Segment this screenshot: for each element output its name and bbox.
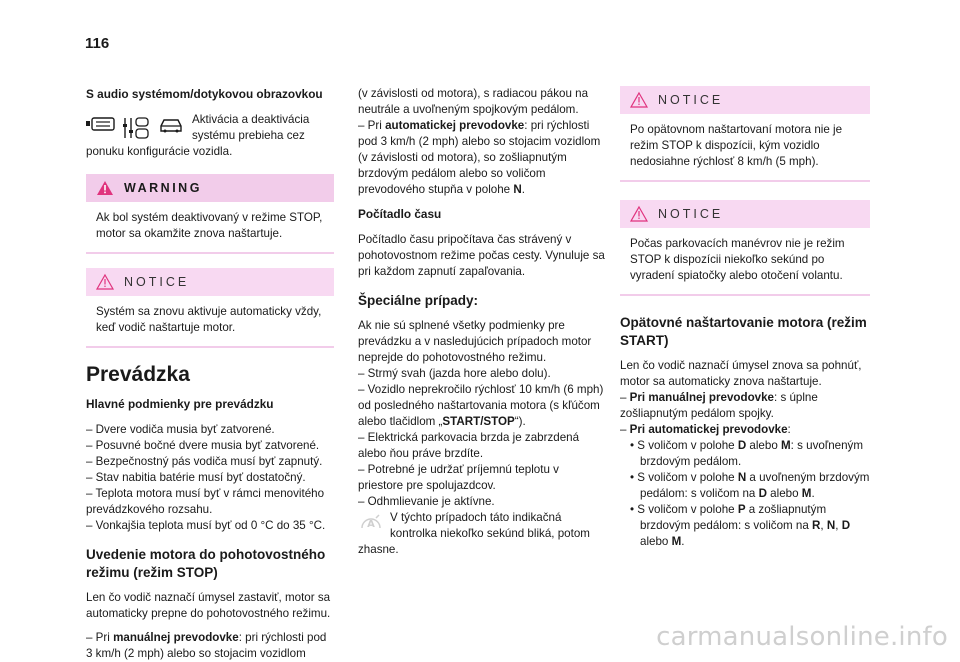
notice-box-restart xyxy=(620,86,870,182)
column-1 xyxy=(86,86,334,662)
text-bold: D xyxy=(841,519,851,532)
continued-paragraph: (v závislosti od motora), s radiacou pákou na neutrále a uvoľneným spojkovým pedálom. xyxy=(358,87,589,116)
automatic-paragraph xyxy=(358,118,606,198)
list-item: – Teplota motora musí byť v rámci menovitého prevádzkového rozsahu. xyxy=(86,487,325,516)
heading-conditions: Hlavné podmienky pre prevádzku xyxy=(86,397,274,411)
text-run: : s úplne zošliapnutým pedálom spojky. xyxy=(620,391,818,420)
text-bold: N xyxy=(737,471,747,484)
text-bold: M xyxy=(801,487,812,500)
start-automatic xyxy=(620,422,870,438)
text-bold: START/STOP xyxy=(442,415,515,428)
heading-start-mode: Opätovné naštartovanie motora (režim START) xyxy=(620,315,867,348)
text-run: • S voličom v polohe xyxy=(630,439,738,452)
menu-car-icon xyxy=(86,116,116,132)
vehicle-settings-icon xyxy=(122,116,152,140)
text-run: : pri rýchlosti pod 3 km/h (2 mph) alebo so stojacim vozidlom (v závislosti od motora), so zošliapnutým brzdovým pedálom alebo so voličom prevodového stupňa v polohe xyxy=(358,119,601,196)
heading-special-cases: Špeciálne prípady: xyxy=(358,293,479,308)
notice-title: NOTICE xyxy=(124,275,190,289)
text-run: a zošliapnutým brzdovým pedálom: s voličom na xyxy=(640,503,827,532)
svg-text:A: A xyxy=(367,519,375,530)
text-bold: N xyxy=(826,519,836,532)
bullet-item xyxy=(630,438,870,470)
text-run: • S voličom v polohe xyxy=(630,503,738,516)
special-intro: Ak nie sú splnené všetky podmienky pre prevádzku a v nasledujúcich prípadoch motor neprejde do pohotovostného režimu. xyxy=(358,319,592,364)
text-run: – xyxy=(620,423,630,436)
text-run: – Pri xyxy=(86,631,114,644)
notice-body xyxy=(86,296,334,348)
section-subhead-audio: S audio systémom/dotykovou obrazovkou xyxy=(86,87,323,101)
list-item: – Potrebné je udržať príjemnú teplotu v priestore pre spolujazdcov. xyxy=(358,463,559,492)
config-icons-row xyxy=(86,112,334,144)
notice-box xyxy=(86,268,334,348)
notice-text: Počas parkovacích manévrov nie je režim STOP k dispozícii niekoľko sekúnd po vyradení spiatočky alebo otočení volantu. xyxy=(630,237,845,282)
heading-prevadzka: Prevádzka xyxy=(86,363,190,386)
start-paragraph: Len čo vodič naznačí úmysel znova sa pohnúť, motor sa automaticky znova naštartuje. xyxy=(620,359,862,388)
text-bold: M xyxy=(671,535,682,548)
page-number: 116 xyxy=(85,35,110,52)
list-item: – Elektrická parkovacia brzda je zabrzdená alebo ňou práve brzdíte. xyxy=(358,431,580,460)
warning-text: Ak bol systém deaktivovaný v režime STOP, motor sa okamžite znova naštartuje. xyxy=(96,211,323,240)
warning-box xyxy=(86,174,334,254)
automatic-bullets xyxy=(620,438,870,550)
text-bold: D xyxy=(737,439,747,452)
car-outline-icon xyxy=(158,116,184,134)
notice-text: Po opätovnom naštartovaní motora nie je režim STOP k dispozícii, kým vozidlo nedosiahne rýchlosť 8 km/h (5 mph). xyxy=(630,123,843,168)
text-run: : xyxy=(787,423,791,436)
icons-description: Aktivácia a deaktivácia systému prebieha cez xyxy=(192,113,310,142)
list-item: – Strmý svah (jazda hore alebo dolu). xyxy=(358,367,551,380)
watermark: carmanualsonline.info xyxy=(656,622,948,652)
text-bold: Pri automatickej prevodovke xyxy=(629,423,788,436)
text-bold: P xyxy=(737,503,746,516)
list-item: – Vonkajšia teplota musí byť od 0 °C do 35 °C. xyxy=(86,519,326,532)
text-run: . xyxy=(681,535,685,548)
text-bold: manuálnej prevodovke xyxy=(113,631,239,644)
indicator-note-cont: zhasne. xyxy=(358,543,399,556)
notice-header xyxy=(620,86,870,114)
notice-triangle-icon xyxy=(630,92,648,108)
text-run: . xyxy=(811,487,815,500)
time-counter-text: Počítadlo času pripočítava čas strávený v pohotovostnom režime počas cesty. Vynuluje sa pri každom zapnutí zapaľovania. xyxy=(358,233,605,278)
icons-description-cont: ponuku konfigurácie vozidla. xyxy=(86,145,233,158)
text-run: , xyxy=(820,519,827,532)
notice-title: NOTICE xyxy=(658,93,724,107)
column-2 xyxy=(358,86,606,558)
column-3 xyxy=(620,86,870,550)
text-run: a uvoľneným brzdovým pedálom: s voličom na xyxy=(640,471,870,500)
text-run: : s uvoľneným brzdovým pedálom. xyxy=(640,439,864,468)
list-item: – Bezpečnostný pás vodiča musí byť zapnutý. xyxy=(86,455,323,468)
heading-time-counter: Počítadlo času xyxy=(358,207,442,221)
text-run: – Pri xyxy=(358,119,386,132)
text-run: alebo xyxy=(746,439,781,452)
notice-body xyxy=(620,114,870,182)
notice-header xyxy=(620,200,870,228)
warning-header xyxy=(86,174,334,202)
text-run: : pri rýchlosti pod 3 km/h (2 mph) alebo so stojacim vozidlom xyxy=(86,631,327,660)
notice-triangle-icon xyxy=(96,274,114,290)
list-item: – Stav nabitia batérie musí byť dostatočný. xyxy=(86,471,306,484)
warning-body xyxy=(86,202,334,254)
text-bold: D xyxy=(758,487,767,500)
text-bold: M xyxy=(781,439,791,452)
list-item: – Odhmlievanie je aktívne. xyxy=(358,495,495,508)
text-run: • S voličom v polohe xyxy=(630,471,738,484)
text-bold: Pri manuálnej prevodovke xyxy=(629,391,774,404)
list-item: – Posuvné bočné dvere musia byť zatvorené. xyxy=(86,439,320,452)
text-run: – xyxy=(620,391,630,404)
text-run: – Vozidlo neprekročilo rýchlosť 10 km/h (6 mph) od posledného naštartovania motora (s kľúčom alebo tlačidlom „ xyxy=(358,383,604,428)
bullet-item xyxy=(630,470,870,502)
text-bold: R xyxy=(812,519,821,532)
bullet-item xyxy=(630,502,870,550)
warning-triangle-icon xyxy=(96,180,114,196)
text-run: . xyxy=(521,183,525,196)
text-run: alebo xyxy=(640,535,672,548)
warning-title: WARNING xyxy=(124,181,202,195)
notice-body xyxy=(620,228,870,296)
text-bold: N xyxy=(513,183,522,196)
stop-manual-paragraph xyxy=(86,630,334,662)
stop-start-indicator-icon xyxy=(358,510,384,542)
conditions-list xyxy=(86,422,334,534)
list-item: – Dvere vodiča musia byť zatvorené. xyxy=(86,423,275,436)
notice-text: Systém sa znovu aktivuje automaticky vždy, keď vodič naštartuje motor. xyxy=(96,305,322,334)
text-run: , xyxy=(835,519,842,532)
notice-triangle-icon xyxy=(630,206,648,222)
indicator-note-text: V týchto prípadoch táto indikačná kontrolka niekoľko sekúnd bliká, potom xyxy=(390,511,590,540)
text-bold: automatickej prevodovke xyxy=(385,119,525,132)
indicator-note xyxy=(358,510,606,542)
list-item xyxy=(358,382,606,430)
stop-paragraph: Len čo vodič naznačí úmysel zastaviť, motor sa automaticky prepne do pohotovostného režimu. xyxy=(86,591,331,620)
notice-box-parking xyxy=(620,200,870,296)
notice-header xyxy=(86,268,334,296)
config-icons xyxy=(86,112,184,140)
text-run: “). xyxy=(514,415,526,428)
start-manual xyxy=(620,390,870,422)
text-run: alebo xyxy=(766,487,802,500)
heading-stop-mode: Uvedenie motora do pohotovostného režimu (režim STOP) xyxy=(86,547,326,580)
notice-title: NOTICE xyxy=(658,207,724,221)
